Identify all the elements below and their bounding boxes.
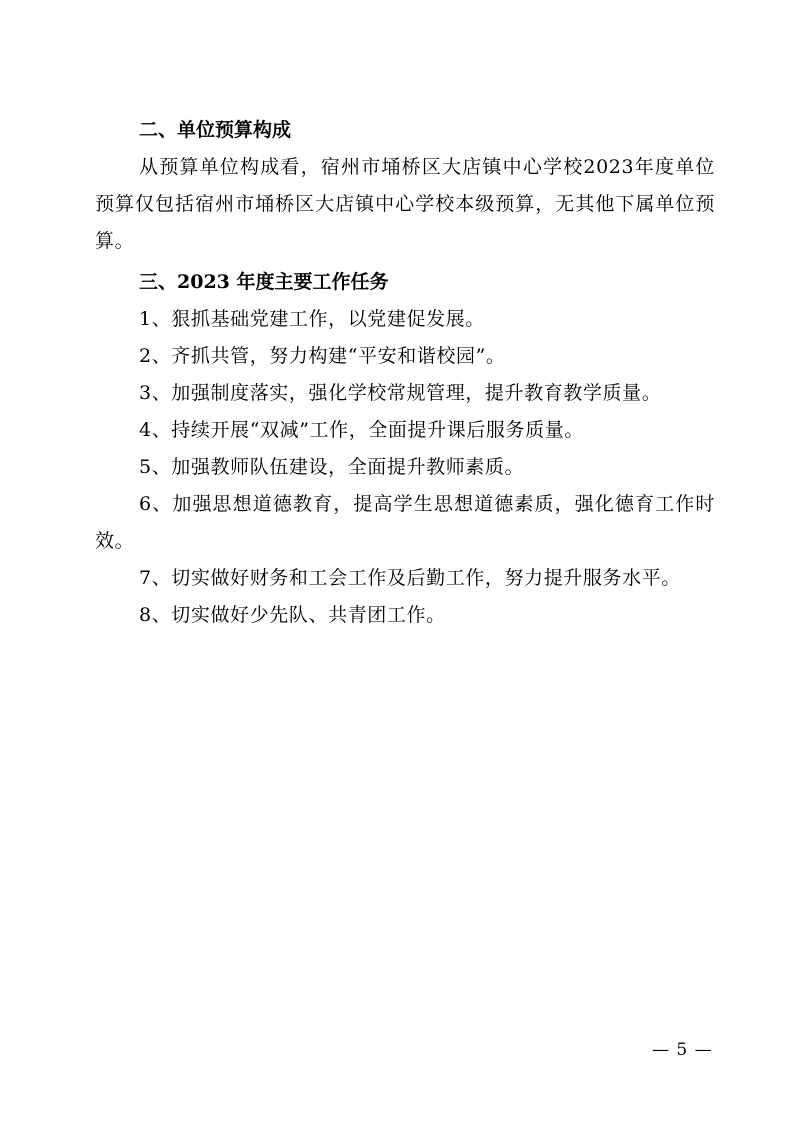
- page-number: — 5 —: [652, 1040, 713, 1060]
- task-item: 4、持续开展“双减”工作，全面提升课后服务质量。: [139, 419, 584, 441]
- task-item: 3、加强制度落实，强化学校常规管理，提升教育教学质量。: [139, 382, 662, 404]
- task-item: 2、齐抓共管，努力构建“平安和谐校园”。: [139, 345, 506, 367]
- task-item: 1、狠抓基础党建工作，以党建促发展。: [139, 308, 485, 330]
- page-content: [95, 112, 715, 634]
- task-item: 7、切实做好财务和工会工作及后勤工作，努力提升服务水平。: [139, 567, 681, 589]
- budget-composition-paragraph: 从预算单位构成看，宿州市埇桥区大店镇中心学校2023年度单位预算仅包括宿州市埇桥区大店镇中心学校本级预算，无其他下属单位预算。: [95, 156, 715, 252]
- section-heading-budget-composition: 二、单位预算构成: [139, 119, 292, 141]
- task-item: 6、加强思想道德教育，提高学生思想道德素质，强化德育工作时效。: [95, 493, 715, 552]
- section-heading-main-tasks: 三、2023 年度主要工作任务: [139, 271, 389, 293]
- task-item: 8、切实做好少先队、共青团工作。: [139, 604, 446, 626]
- task-item: 5、加强教师队伍建设，全面提升教师素质。: [139, 456, 525, 478]
